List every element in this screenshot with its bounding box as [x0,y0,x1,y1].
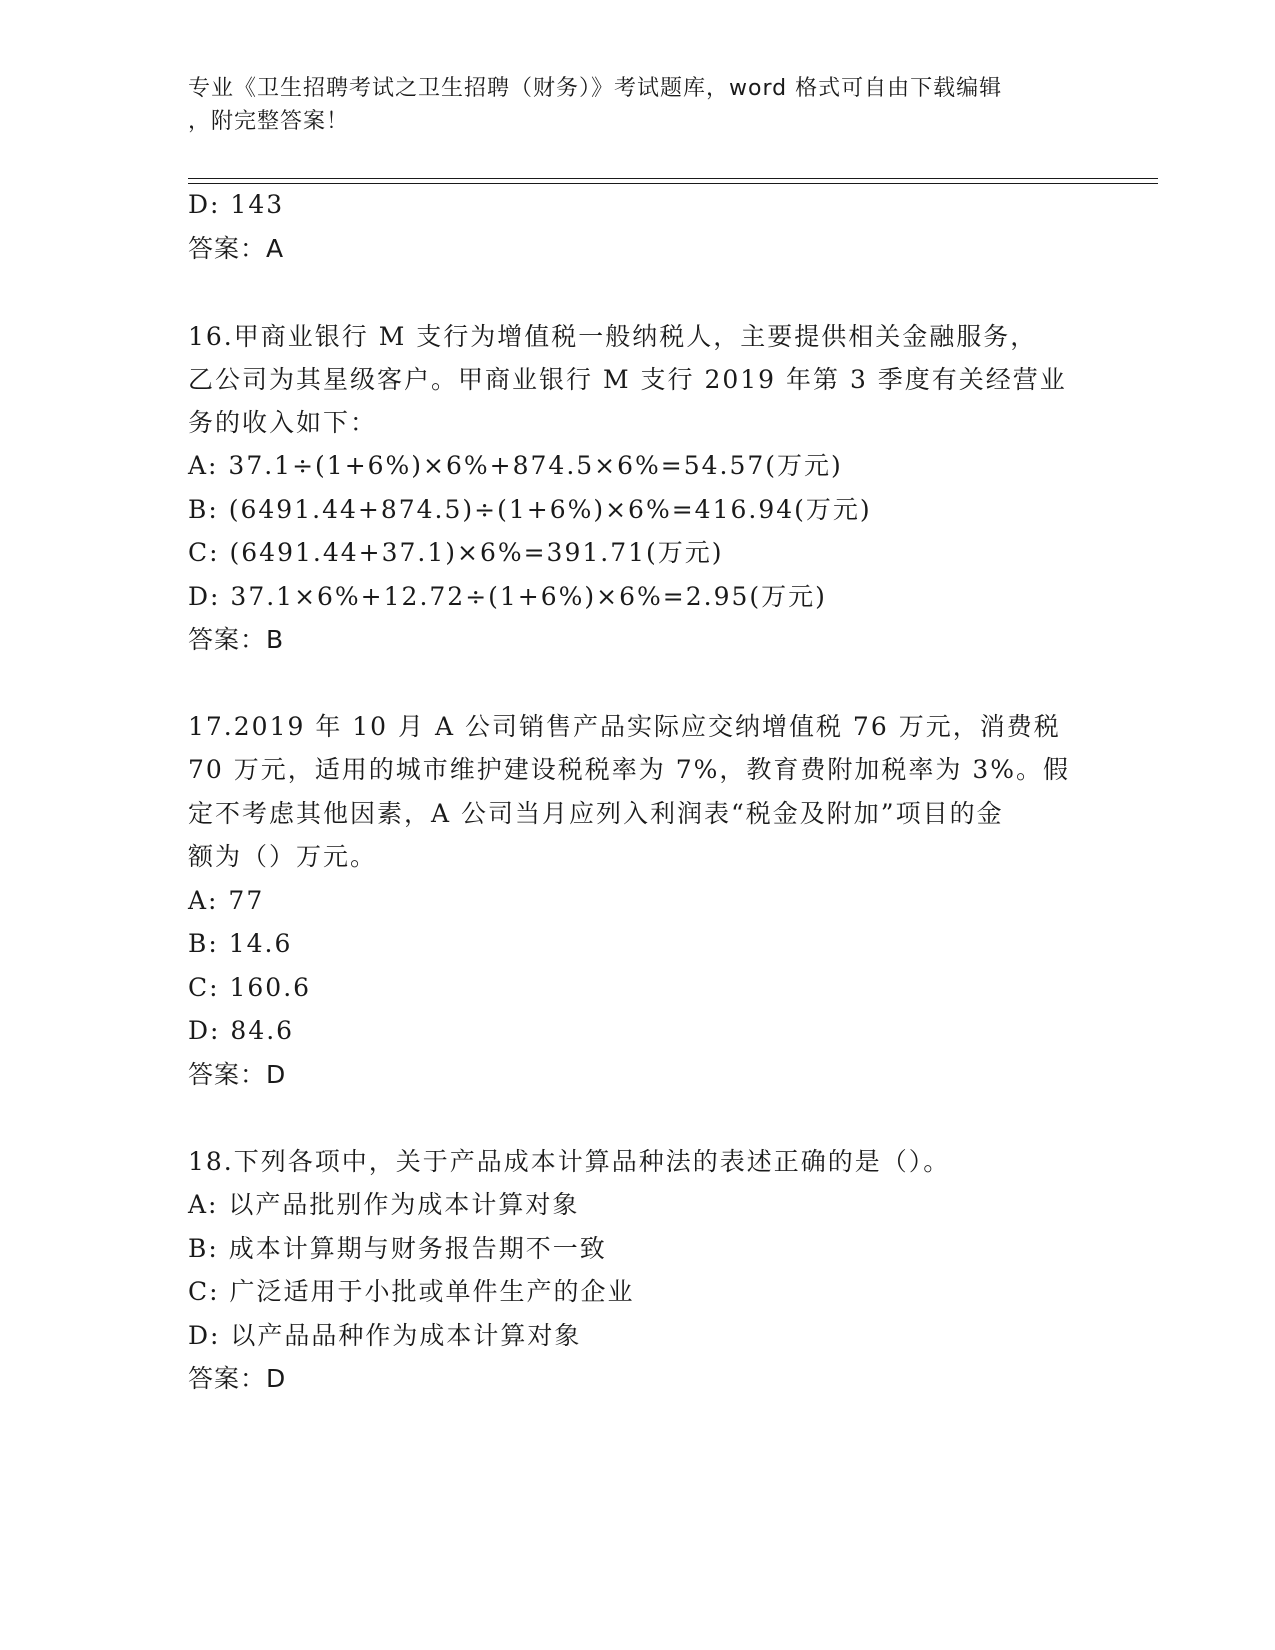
header-line-2: ，附完整答案！ [188,109,350,134]
q17-stem-line-4: 额为（）万元。 [188,842,378,871]
q17-stem-line-2: 70 万元，适用的城市维护建设税税率为 7%，教育费附加税率为 3%。假 [188,755,1070,784]
q16-option-d: D: 37.1×6%+12.72÷(1+6%)×6%=2.95(万元) [188,582,827,611]
q16-option-a: A: 37.1÷(1+6%)×6%+874.5×6%=54.57(万元) [188,451,843,480]
q17-option-c: C: 160.6 [188,973,312,1002]
q16-answer: 答案：B [188,625,285,654]
q15-option-d: D: 143 [188,190,285,219]
document-header [188,72,1088,138]
q17-stem-line-3: 定不考虑其他因素，A 公司当月应列入利润表“税金及附加”项目的金 [188,799,1004,828]
q16-stem-line-3: 务的收入如下： [188,408,378,437]
q18-option-c: C: 广泛适用于小批或单件生产的企业 [188,1277,635,1306]
q17-option-d: D: 84.6 [188,1016,295,1045]
q18-answer: 答案：D [188,1364,287,1393]
header-divider-top [188,178,1158,179]
q16-stem-line-1: 16.甲商业银行 M 支行为增值税一般纳税人，主要提供相关金融服务， [188,322,1038,351]
q17-answer: 答案：D [188,1060,287,1089]
q17-option-a: A: 77 [188,886,265,915]
q16-stem-line-2: 乙公司为其星级客户。甲商业银行 M 支行 2019 年第 3 季度有关经营业 [188,365,1067,394]
q15-answer: 答案：A [188,234,285,263]
q17-stem-line-1: 17.2019 年 10 月 A 公司销售产品实际应交纳增值税 76 万元，消费税 [188,712,1061,741]
q18-option-a: A: 以产品批别作为成本计算对象 [188,1190,580,1219]
q18-option-b: B: 成本计算期与财务报告期不一致 [188,1234,607,1263]
q17-option-b: B: 14.6 [188,929,293,958]
header-line-1: 专业《卫生招聘考试之卫生招聘（财务）》考试题库，word 格式可自由下载编辑 [188,76,1003,101]
q16-option-c: C: (6491.44+37.1)×6%=391.71(万元) [188,538,724,567]
q18-option-d: D: 以产品品种作为成本计算对象 [188,1321,582,1350]
q16-option-b: B: (6491.44+874.5)÷(1+6%)×6%=416.94(万元) [188,495,872,524]
q18-stem-line-1: 18.下列各项中，关于产品成本计算品种法的表述正确的是（）。 [188,1147,951,1176]
header-divider-bottom [188,183,1158,184]
